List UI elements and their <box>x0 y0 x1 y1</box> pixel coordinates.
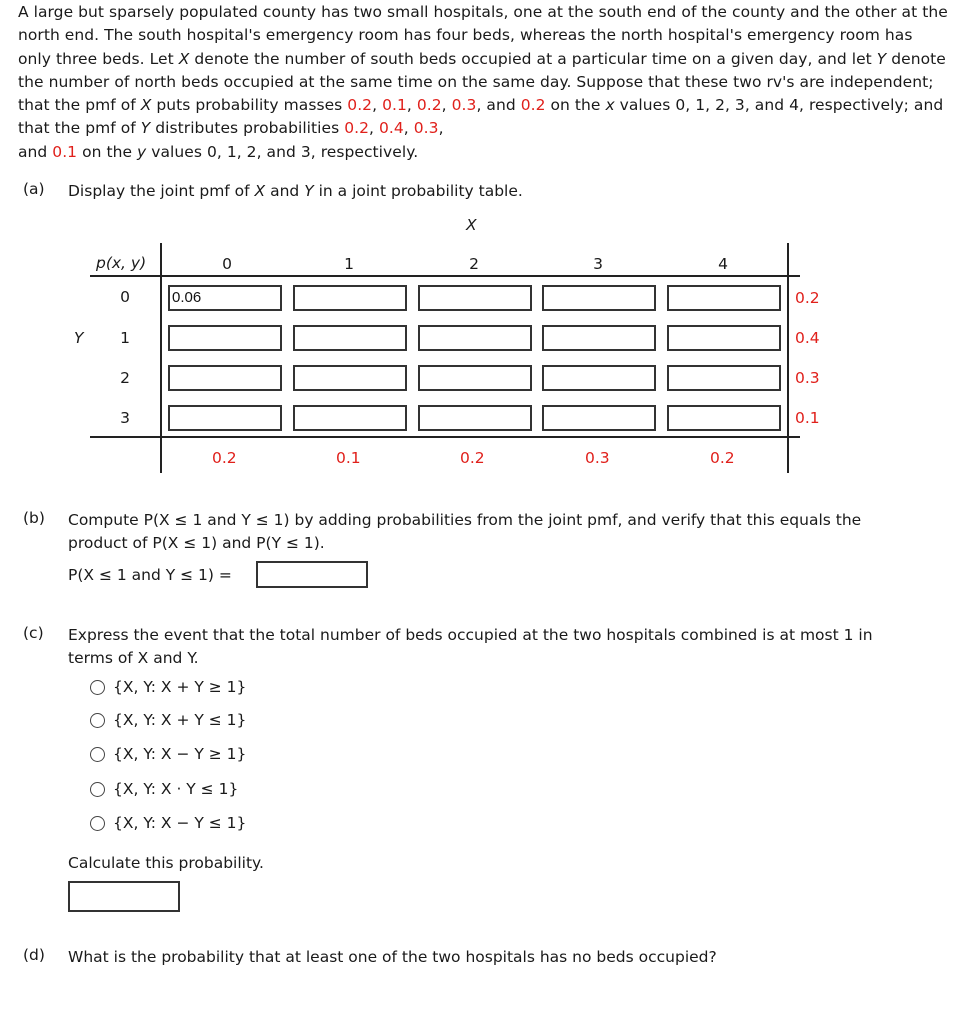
joint-cell-1-0[interactable] <box>168 325 282 351</box>
row-marginal-3: 0.1 <box>795 409 820 427</box>
part-b-line2: product of P(X ≤ 1) and P(Y ≤ 1). <box>68 534 325 552</box>
joint-cell-0-0[interactable] <box>168 285 282 311</box>
joint-cell-2-2[interactable] <box>418 365 532 391</box>
option-3[interactable]: {X, Y: X − Y ≥ 1} <box>90 745 246 763</box>
joint-cell-0-3[interactable] <box>542 285 656 311</box>
var-y: Y <box>876 49 887 68</box>
part-b-answer-label: P(X ≤ 1 and Y ≤ 1) = <box>68 566 232 584</box>
py-2: 0.3 <box>413 119 439 138</box>
intro-text-3: denote the number of north beds occupied at the same time on the same day. Suppose that these two rv's are independent; that the pmf of <box>18 49 946 115</box>
part-d-text: What is the probability that at least one of the two hospitals has no beds occupied? <box>68 948 717 966</box>
table-corner-label: p(x, y) <box>96 254 147 272</box>
option-2[interactable]: {X, Y: X + Y ≤ 1} <box>90 711 246 729</box>
px-0: 0.2 <box>347 96 373 115</box>
part-d-label: (d) <box>23 946 45 964</box>
joint-cell-2-3[interactable] <box>542 365 656 391</box>
col-marginal-1: 0.1 <box>336 449 361 467</box>
table-divider-left <box>160 243 162 473</box>
var-x: X <box>140 96 152 115</box>
radio-button[interactable] <box>90 782 105 797</box>
col-header-2: 2 <box>469 255 479 273</box>
py-0: 0.2 <box>344 119 370 138</box>
table-divider-right <box>787 243 789 473</box>
col-marginal-4: 0.2 <box>710 449 735 467</box>
px-1: 0.1 <box>382 96 407 115</box>
joint-cell-0-4[interactable] <box>667 285 781 311</box>
row-marginal-2: 0.3 <box>795 369 820 387</box>
col-marginal-3: 0.3 <box>585 449 610 467</box>
table-divider-top <box>90 275 800 277</box>
joint-cell-3-1[interactable] <box>293 405 407 431</box>
option-1[interactable]: {X, Y: X + Y ≥ 1} <box>90 678 246 696</box>
option-4[interactable]: {X, Y: X · Y ≤ 1} <box>90 780 238 798</box>
var-y-lower: y <box>137 142 147 161</box>
table-divider-bottom <box>90 436 800 438</box>
joint-cell-1-3[interactable] <box>542 325 656 351</box>
row-header-3: 3 <box>120 409 130 427</box>
part-c-line2: terms of X and Y. <box>68 649 199 667</box>
col-header-1: 1 <box>344 255 354 273</box>
col-marginal-2: 0.2 <box>460 449 485 467</box>
px-4: 0.2 <box>520 96 546 115</box>
radio-button[interactable] <box>90 680 105 695</box>
radio-button[interactable] <box>90 713 105 728</box>
part-c-answer-input[interactable] <box>68 881 180 912</box>
table-x-label: X <box>466 216 477 234</box>
col-header-4: 4 <box>718 255 728 273</box>
row-marginal-1: 0.4 <box>795 329 820 347</box>
intro-text-5: values 0, 1, 2, 3, and 4, respectively; and that the pmf of <box>18 96 944 138</box>
row-header-1: 1 <box>120 329 130 347</box>
part-b-label: (b) <box>23 509 45 527</box>
part-b-line1: Compute P(X ≤ 1 and Y ≤ 1) by adding probabilities from the joint pmf, and verify that this equals the <box>68 511 862 529</box>
joint-cell-2-0[interactable] <box>168 365 282 391</box>
joint-cell-0-1[interactable] <box>293 285 407 311</box>
row-header-2: 2 <box>120 369 130 387</box>
intro-text-8: values 0, 1, 2, and 3, respectively. <box>146 142 419 161</box>
py-3: 0.1 <box>52 142 78 161</box>
intro-text-1: A large but sparsely populated county has two small hospitals, one at the south end of the county and the other at the north end. The south hospital's emergency room has four beds, whereas the north hospital's emergency room has only three beds. Let <box>18 3 948 68</box>
joint-cell-3-2[interactable] <box>418 405 532 431</box>
row-header-0: 0 <box>120 288 130 306</box>
joint-cell-2-1[interactable] <box>293 365 407 391</box>
table-y-label: Y <box>74 329 84 347</box>
py-1: 0.4 <box>378 119 404 138</box>
part-c-line1: Express the event that the total number of beds occupied at the two hospitals combined is at most 1 in <box>68 626 873 644</box>
joint-cell-1-2[interactable] <box>418 325 532 351</box>
part-a-text: Display the joint pmf of X and Y in a joint probability table. <box>68 182 523 200</box>
option-5[interactable]: {X, Y: X − Y ≤ 1} <box>90 814 246 832</box>
part-a-label: (a) <box>23 180 45 198</box>
row-marginal-0: 0.2 <box>795 289 820 307</box>
joint-cell-2-4[interactable] <box>667 365 781 391</box>
col-header-0: 0 <box>222 255 232 273</box>
joint-cell-0-2[interactable] <box>418 285 532 311</box>
var-x-lower: x <box>605 96 615 115</box>
radio-button[interactable] <box>90 747 105 762</box>
joint-cell-1-1[interactable] <box>293 325 407 351</box>
var-y: Y <box>140 119 151 138</box>
joint-cell-1-4[interactable] <box>667 325 781 351</box>
col-marginal-0: 0.2 <box>212 449 237 467</box>
part-c-label: (c) <box>23 624 44 642</box>
intro-text-6: distributes probabilities <box>150 119 345 138</box>
px-2: 0.2 <box>416 96 442 115</box>
intro-text-2: denote the number of south beds occupied at a particular time on a given day, and let <box>189 49 877 68</box>
col-header-3: 3 <box>593 255 603 273</box>
calc-prompt: Calculate this probability. <box>68 854 264 872</box>
joint-cell-3-0[interactable] <box>168 405 282 431</box>
problem-statement: A large but sparsely populated county has two small hospitals, one at the south end of the county and the other at the north end. The south hospital's emergency room has four beds, whereas the north hospital's emergency room has only three beds. Let X denote the number of south beds occupied at a particular time on a given day, and let Y denote the number of north beds occupied at the same time on the same day. Suppose that these two rv's are independent; that the pmf of X puts probability masses 0.2, 0.1, 0.2, 0.3, and 0.2 on the x values 0, 1, 2, 3, and 4, respectively; and that the pmf of Y distributes probabilities 0.2, 0.4, 0.3, and 0.1 on the y values 0, 1, 2, and 3, respectively. <box>18 3 948 161</box>
part-b-answer-input[interactable] <box>256 561 368 588</box>
radio-button[interactable] <box>90 816 105 831</box>
intro-text-4: puts probability masses <box>151 96 348 115</box>
var-x: X <box>178 49 190 68</box>
joint-cell-3-3[interactable] <box>542 405 656 431</box>
joint-cell-3-4[interactable] <box>667 405 781 431</box>
px-3: 0.3 <box>451 96 477 115</box>
